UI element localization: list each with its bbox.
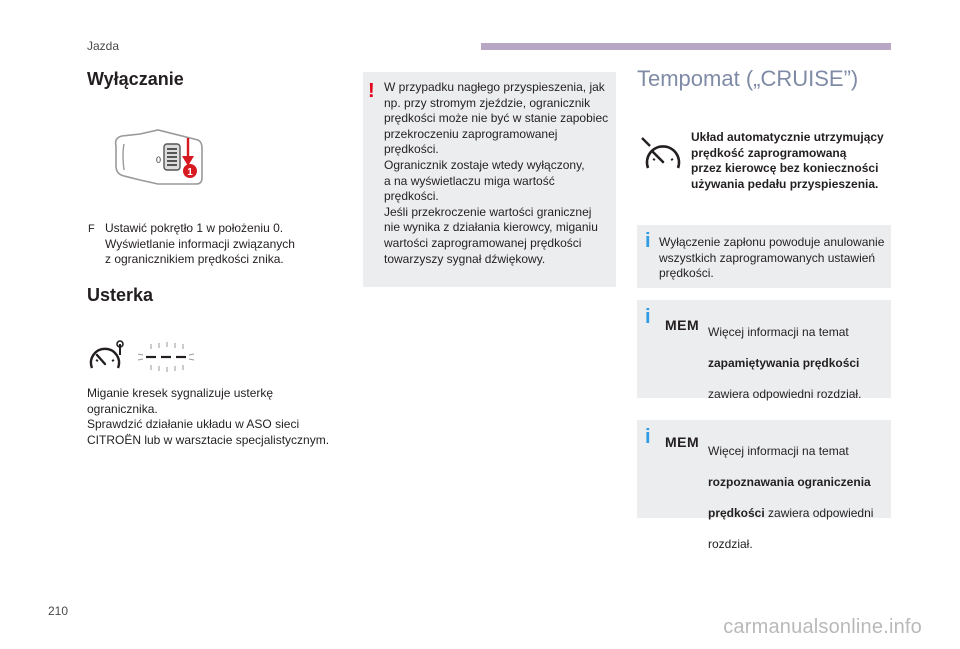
info-icon: i [645, 426, 651, 448]
warning-text: W przypadku nagłego przyspieszenia, jak np. przy stromym zjeździe, ogranicznik prędkości może nie być w stanie zapobiec przekroczeniu zaprogramowanej prędkości. Ogranicznik zostaje wtedy wyłączony, a na wyświetlaczu miga wartość prędkości. Jeśli przekroczenie wartości granicznej nie wynika z działania kierowcy, miganiu wartości zaprogramowanej prędkości towarzyszy sygnał dźwiękowy. [384, 80, 609, 266]
header-section-label: Jazda [87, 39, 120, 53]
speed-limiter-stalk-illustration [110, 118, 210, 193]
watermark: carmanualsonline.info [723, 616, 922, 638]
speed-memory-info-text: Więcej informacji na temat zapamiętywania prędkości zawiera odpowiedni rozdział. [708, 324, 862, 401]
tempomat-title: Tempomat („CRUISE”) [637, 66, 859, 91]
fault-title: Usterka [87, 285, 154, 305]
speed-limiter-fault-icon [88, 340, 128, 376]
fault-text: Miganie kresek sygnalizuje usterkę ogranicznika. Sprawdzić działanie układu w ASO sieci CITROËN lub w warsztacie specjalistycznym. [87, 386, 330, 447]
blinking-dashes-icon [136, 340, 196, 374]
instruction-text: Ustawić pokrętło 1 w położeniu 0. Wyświetlanie informacji związanych z ogranicznikiem prędkości znika. [105, 221, 295, 267]
switch-off-title: Wyłączanie [87, 69, 184, 89]
mem-button-icon: MEM [665, 317, 700, 333]
mem-button-icon: MEM [665, 434, 700, 450]
knob-mark-zero: 0 [156, 155, 162, 165]
bullet-symbol: F [88, 223, 95, 235]
knob-callout-label: 1 [187, 167, 193, 178]
page-number: 210 [48, 604, 69, 618]
speed-limit-recognition-info-text: Więcej informacji na temat rozpoznawania ograniczenia prędkości zawiera odpowiedni rozdział. [708, 443, 874, 552]
ignition-info-text: Wyłączenie zapłonu powoduje anulowanie wszystkich zaprogramowanych ustawień prędkości. [659, 235, 885, 281]
tempomat-description: Układ automatycznie utrzymujący prędkość zaprogramowaną przez kierowcę bez konieczności używania pedału przyspieszenia. [691, 130, 884, 191]
cruise-control-icon [640, 136, 684, 172]
warning-exclamation-icon: ! [368, 80, 375, 102]
header-bar [481, 43, 891, 50]
info-icon: i [645, 230, 651, 252]
info-icon: i [645, 306, 651, 328]
